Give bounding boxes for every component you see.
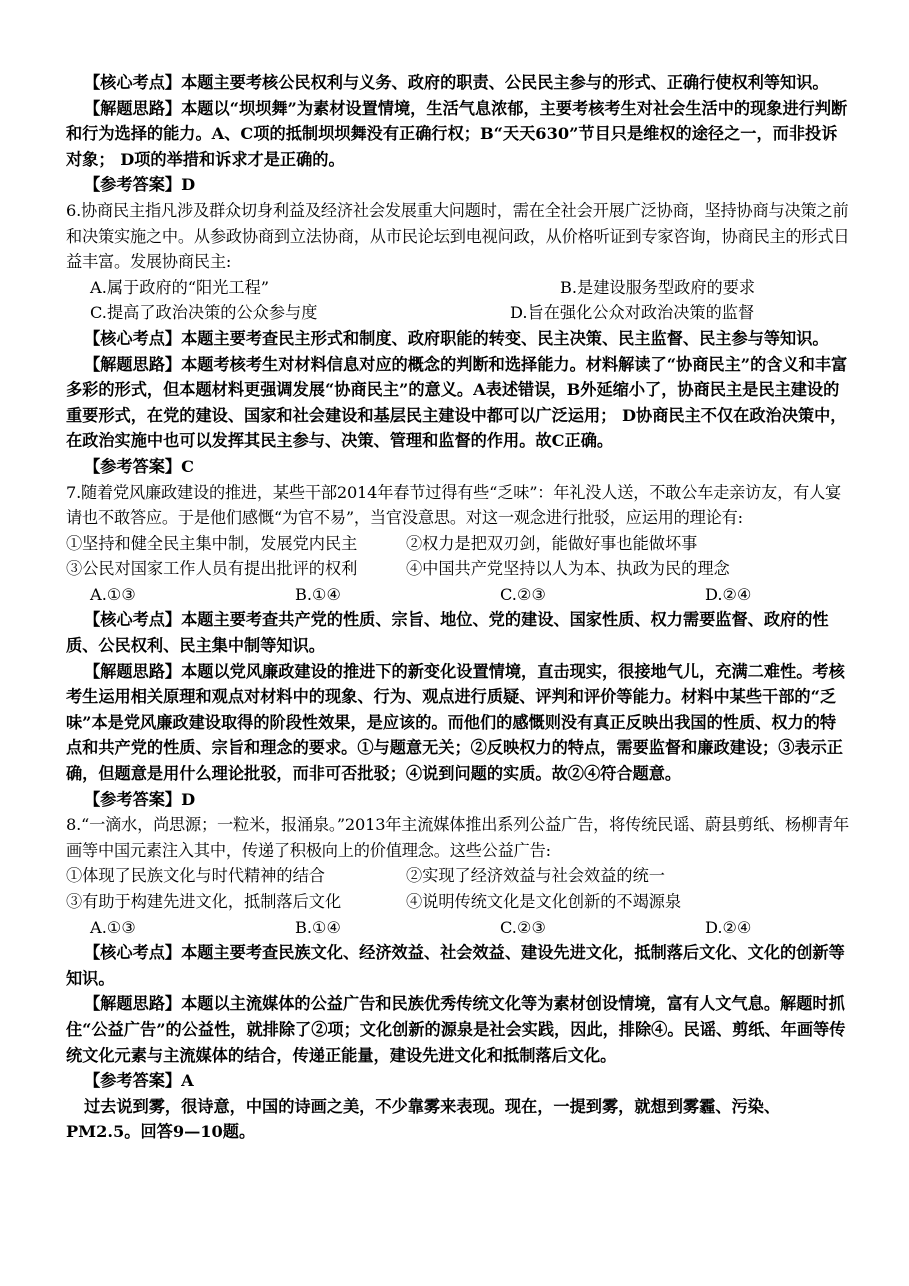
q8-answer: 【参考答案】A [84, 1071, 194, 1091]
q8-item-1: ①体现了民族文化与时代精神的结合 [66, 866, 325, 886]
q8-option-d: D.②④ [705, 917, 752, 937]
q8-option-c: C.②③ [500, 917, 546, 937]
q5-core-points: 【核心考点】本题主要考核公民权利与义务、政府的职责、公民民主参与的形式、正确行使权利等知识。 [84, 73, 829, 92]
q8-options [66, 915, 851, 941]
q8-item-2: ②实现了经济效益与社会效益的统一 [406, 866, 665, 886]
q8-option-b: B.①④ [295, 917, 342, 937]
q7-stem: 7.随着党风廉政建设的推进，某些干部2014年春节过得有些“乏味”：年礼没人送，不敢公车走亲访友，有人宴请也不敢答应。于是他们感慨“为官不易”，当官没意思。对这一观念进行批驳，应运用的理论有: [66, 482, 842, 528]
q7-option-b: B.①④ [295, 584, 342, 604]
q8-option-a: A.①③ [90, 917, 136, 937]
q6-answer: 【参考答案】C [84, 456, 195, 476]
q7-core-points: 【核心考点】本题主要考查共产党的性质、宗旨、地位、党的建设、国家性质、权力需要监督、政府的性质、公民权利、民主集中制等知识。 [66, 610, 829, 656]
q6-core-points: 【核心考点】本题主要考查民主形式和制度、政府职能的转变、民主决策、民主监督、民主参与等知识。 [84, 328, 829, 348]
q7-option-c: C.②③ [500, 584, 546, 604]
q8-core-points: 【核心考点】本题主要考查民族文化、经济效益、社会效益、建设先进文化，抵制落后文化、文化的创新等知识。 [66, 943, 845, 988]
q7-item-2: ②权力是把双刃剑，能做好事也能做坏事 [406, 533, 698, 553]
q8-stem: 8.“一滴水，尚思源；一粒米，报涌泉。”2013年主流媒体推出系列公益广告，将传统民谣、蔚县剪纸、杨柳青年画等中国元素注入其中，传递了积极向上的价值理念。这些公益广告: [66, 815, 849, 860]
q8-items-row2 [66, 889, 851, 915]
q6-option-c: C.提高了政治决策的公众参与度 [90, 303, 318, 323]
q9-10-intro: 过去说到雾，很诗意，中国的诗画之美，不少靠雾来表现。现在，一提到雾，就想到雾霾、污染、PM2.5。回答9—10题。 [66, 1096, 781, 1142]
q8-items-row1 [66, 863, 851, 889]
q7-items-row2 [66, 556, 851, 582]
q7-option-a: A.①③ [90, 584, 136, 604]
q7-answer: 【参考答案】D [84, 789, 196, 809]
q8-item-4: ④说明传统文化是文化创新的不竭源泉 [406, 892, 682, 911]
q8-solution-idea: 【解题思路】本题以主流媒体的公益广告和民族优秀传统文化等为素材创设情境，富有人文气息。解题时抓住“公益广告”的公益性，就排除了②项；文化创新的源泉是社会实践，因此，排除④。民谣、剪纸、年画等传统文化元素与主流媒体的结合，传递正能量，建设先进文化和抵制落后文化。 [66, 994, 846, 1065]
q7-item-1: ①坚持和健全民主集中制，发展党内民主 [66, 533, 358, 553]
q6-option-a: A.属于政府的“阳光工程” [90, 277, 270, 297]
q7-item-3: ③公民对国家工作人员有提出批评的权利 [66, 559, 358, 579]
q5-answer: 【参考答案】D [84, 175, 196, 195]
q6-option-d: D.旨在强化公众对政治决策的监督 [510, 303, 755, 323]
q7-solution-idea: 【解题思路】本题以党风廉政建设的推进下的新变化设置情境，直击现实，很接地气儿，充满二难性。考核考生运用相关原理和观点对材料中的现象、行为、观点进行质疑、评判和评价等能力。材料中某些干部的“乏味”本是党风廉政建设取得的阶段性效果，是应该的。而他们的感慨则没有真正反映出我国的性质、权力的特点和共产党的性质、宗旨和理念的要求。①与题意无关；②反映权力的特点，需要监督和廉政建设；③表示正确，但题意是用什么理论批驳，而非可否批驳；④说到问题的实质。故②④符合题意。 [66, 661, 845, 784]
q7-options [66, 582, 851, 608]
q7-item-4: ④中国共产党坚持以人为本、执政为民的理念 [406, 559, 730, 579]
q6-stem: 6.协商民主指凡涉及群众切身利益及经济社会发展重大问题时，需在全社会开展广泛协商，坚持协商与决策之前和决策实施之中。从参政协商到立法协商，从市民论坛到电视问政，从价格听证到专家咨询，协商民主的形式日益丰富。发展协商民主: [66, 200, 850, 272]
q7-option-d: D.②④ [705, 584, 752, 604]
q7-items-row1 [66, 531, 851, 557]
q8-item-3: ③有助于构建先进文化，抵制落后文化 [66, 892, 342, 911]
q6-options-row2 [66, 300, 851, 326]
q6-option-b: B.是建设服务型政府的要求 [560, 277, 756, 297]
q6-solution-idea: 【解题思路】本题考核考生对材料信息对应的概念的判断和选择能力。材料解读了“协商民主”的含义和丰富多彩的形式，但本题材料更强调发展“协商民主”的意义。A表述错误，B外延缩小了，协商民主是民主建设的重要形式，在党的建设、国家和社会建设和基层民主建设中都可以广泛运用； D协商民主不仅在政治决策中，在政治实施中也可以发挥其民主参与、决策、管理和监督的作用。故C正确。 [66, 354, 848, 451]
q5-solution-idea: 【解题思路】本题以“坝坝舞”为素材设置情境，生活气息浓郁，主要考核考生对社会生活中的现象进行判断和行为选择的能力。A、C项的抵制坝坝舞没有正确行权；B“天天630”节目只是维权的途径之一，而非投诉对象； D项的举措和诉求才是正确的。 [66, 98, 848, 169]
q6-options-row1 [66, 275, 851, 301]
